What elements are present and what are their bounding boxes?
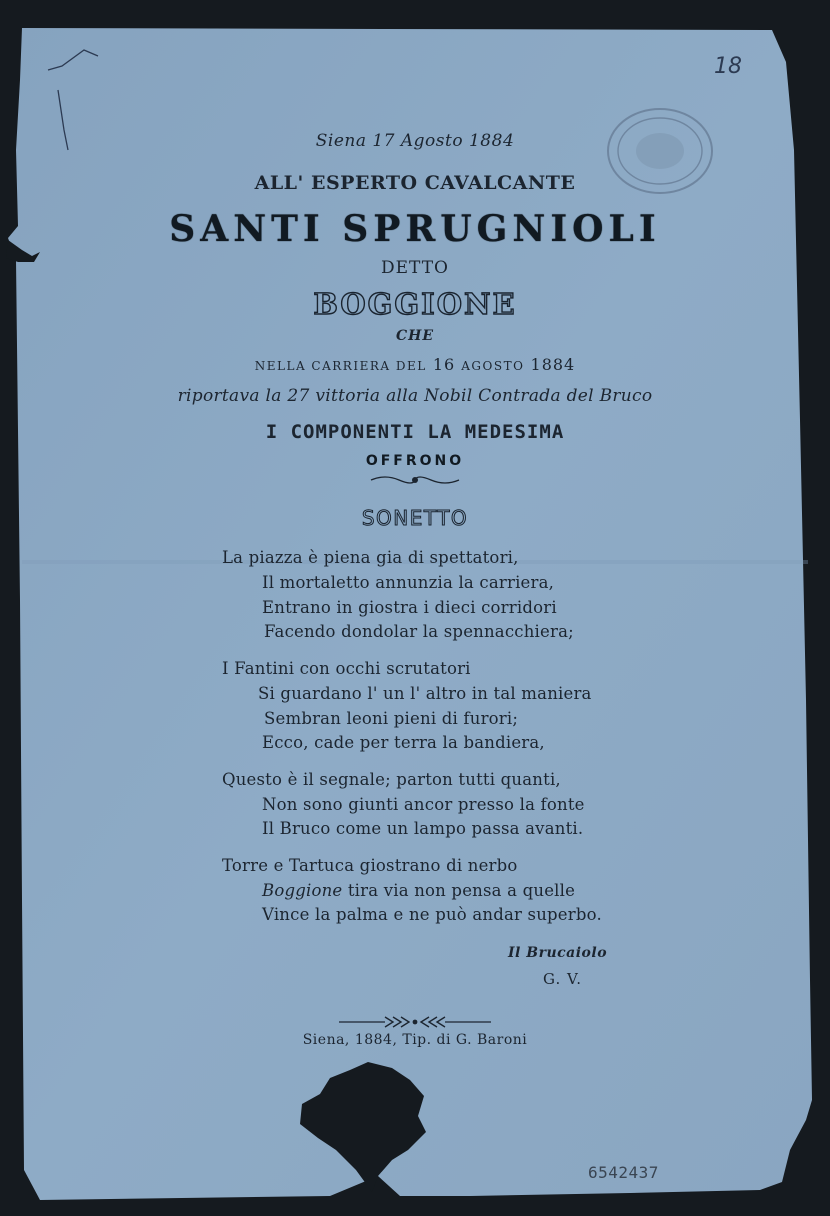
signature-initials: G. V. [543,970,582,988]
nickname: BOGGIONE [313,287,517,321]
verse-4-2 [262,881,575,900]
verse-2-1: I Fantini con occhi scrutatori [222,659,471,678]
verse-4-2-rest: tira via non pensa a quelle [347,881,576,900]
race-prefix: NELLA CARRIERA DEL [254,359,427,373]
race-line [0,355,830,374]
verse-1-3: Entrano in giostra i dieci corridori [262,598,557,617]
components-line: I COMPONENTI LA MEDESIMA [265,421,565,443]
race-day: 16 [432,355,456,374]
scroll-ornament-icon [0,472,830,492]
verse-4-2-nickname: Boggione [262,881,343,900]
date-line: Siena 17 Agosto 1884 [315,131,515,151]
divider-ornament-icon [0,1014,830,1033]
verse-2-3: Sembran leoni pieni di furori; [264,709,519,728]
handwritten-number: 18 [714,54,742,79]
verse-1-2: Il mortaletto annunzia la carriera, [262,573,555,592]
verse-3-1: Questo è il segnale; parton tutti quanti, [222,770,561,789]
poem-title: SONETTO [361,506,469,530]
printer-imprint: Siena, 1884, Tip. di G. Baroni [302,1032,528,1048]
dedication-line: ALL' ESPERTO CAVALCANTE [254,172,576,194]
verse-2-4: Ecco, cade per terra la bandiera, [262,733,545,752]
verse-4-3: Vince la palma e ne può andar superbo. [262,905,602,924]
detto-label: DETTO [381,258,449,278]
verse-3-3: Il Bruco come un lampo passa avanti. [262,819,584,838]
che-label: CHE [395,328,435,344]
victory-line: riportava la 27 vittoria alla Nobil Contrada del Bruco [177,386,653,406]
verse-1-4: Facendo dondolar la spennacchiera; [264,622,574,641]
signature-title: Il Brucaiolo [508,945,608,961]
verse-1-1: La piazza è piena gia di spettatori, [222,548,519,567]
inventory-number: 6542437 [588,1163,659,1182]
race-month: AGOSTO [461,359,525,373]
verse-2-2: Si guardano l' un l' altro in tal maniera [258,684,592,703]
verse-3-2: Non sono giunti ancor presso la fonte [262,795,585,814]
offer-line: OFFRONO [365,453,465,469]
verse-4-1: Torre e Tartuca giostrano di nerbo [222,856,518,875]
race-year: 1884 [530,355,576,374]
honoree-name: SANTI SPRUGNIOLI [169,208,661,250]
